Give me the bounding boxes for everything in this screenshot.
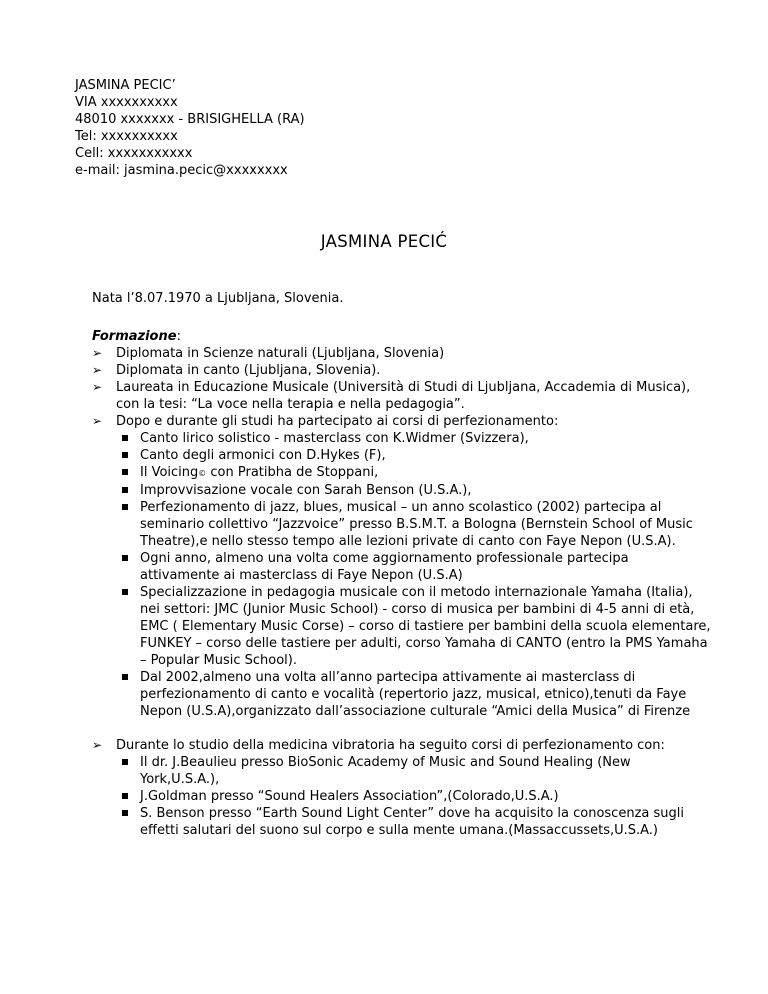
contact-cell: Cell: xxxxxxxxxxx: [75, 146, 193, 161]
contact-block: [75, 77, 305, 179]
list-item: [92, 345, 712, 362]
sub-list-item: [116, 482, 712, 499]
sub-list: [116, 754, 712, 839]
sub-list-item: [116, 754, 712, 788]
sub-list: [116, 430, 712, 720]
list-item-text: Dopo e durante gli studi ha partecipato ai corsi di perfezionamento:: [116, 414, 559, 429]
sub-list-item: [116, 430, 712, 447]
square-bullet-icon: [122, 555, 128, 561]
sub-list-item: [116, 550, 712, 584]
sub-list-item: [116, 447, 712, 464]
sub-list-item-text: Specializzazione in pedagogia musicale con il metodo internazionale Yamaha (Italia), nei settori: JMC (Junior Music School) - corso di musica per bambini di 4-5 anni di età, EMC ( Elementary Music Corse) – corso di tastiere per bambini della scuola elementare, FUNKEY – corso delle tastiere per adulti, corso Yamaha di CANTO (entro la PMS Yamaha – Popular Music School).: [140, 585, 711, 668]
voicing-text: Il Voicing: [140, 465, 199, 480]
sub-list-item-text: Canto degli armonici con D.Hykes (F),: [140, 448, 386, 463]
sub-list-item: [116, 464, 712, 482]
spacer: [92, 720, 712, 737]
square-bullet-icon: [122, 435, 128, 441]
square-bullet-icon: [122, 487, 128, 493]
formazione-colon: :: [176, 329, 181, 344]
sub-list-item-text: Canto lirico solistico - masterclass con K.Widmer (Svizzera),: [140, 431, 529, 446]
square-bullet-icon: [122, 469, 128, 475]
sub-list-item: [116, 788, 712, 805]
sub-list-item: [116, 805, 712, 839]
square-bullet-icon: [122, 793, 128, 799]
list-item: [92, 413, 712, 720]
contact-tel: Tel: xxxxxxxxxx: [75, 129, 178, 144]
formazione-section: [92, 328, 712, 839]
sub-list-item-text: J.Goldman presso “Sound Healers Association”,(Colorado,U.S.A.): [140, 789, 559, 804]
sub-list-item-text: Dal 2002,almeno una volta all’anno partecipa attivamente ai masterclass di perfezionamento di canto e vocalità (repertorio jazz, musical, etnico),tenuti da Faye Nepon (U.S.A),organizzato dall’associazione culturale “Amici della Musica” di Firenze: [140, 670, 691, 719]
square-bullet-icon: [122, 759, 128, 765]
square-bullet-icon: [122, 810, 128, 816]
sub-list-item: [116, 499, 712, 550]
arrow-bullet-icon: ➢: [92, 738, 103, 752]
document-title: JASMINA PECIĆ: [320, 232, 448, 251]
formazione-heading-line: [92, 328, 712, 345]
sub-list-item-text: Perfezionamento di jazz, blues, musical – un anno scolastico (2002) partecipa al seminario collettivo “Jazzvoice” presso B.S.M.T. a Bologna (Bernstein School of Music Theatre),e nello stesso tempo alle lezioni private di canto con Faye Nepon (U.S.A).: [140, 500, 693, 549]
sub-list-item-text: Ogni anno, almeno una volta come aggiornamento professionale partecipa attivamente ai masterclass di Faye Nepon (U.S.A): [140, 551, 629, 583]
sub-list-item-text: Il dr. J.Beaulieu presso BioSonic Academy of Music and Sound Healing (New York,U.S.A.),: [140, 755, 631, 787]
list-item-text: Diplomata in canto (Ljubljana, Slovenia).: [116, 363, 381, 378]
formazione-heading: Formazione: [92, 329, 177, 344]
arrow-bullet-icon: ➢: [92, 346, 103, 360]
arrow-bullet-icon: ➢: [92, 414, 103, 428]
contact-city: 48010 xxxxxxx - BRISIGHELLA (RA): [75, 112, 305, 127]
square-bullet-icon: [122, 452, 128, 458]
contact-name: JASMINA PECIC’: [75, 78, 176, 93]
list-item: [92, 379, 712, 413]
list-item-text: Laureata in Educazione Musicale (Università di Studi di Ljubljana, Accademia di Musica), con la tesi: “La voce nella terapia e nella pedagogia”.: [116, 380, 691, 412]
list-item: [92, 737, 712, 839]
list-item-text: Diplomata in Scienze naturali (Ljubljana, Slovenia): [116, 346, 445, 361]
list-item: [92, 362, 712, 379]
sub-list-item: [116, 669, 712, 720]
square-bullet-icon: [122, 589, 128, 595]
voicing-text-post: con Pratibha de Stoppani,: [206, 465, 379, 480]
arrow-bullet-icon: ➢: [92, 380, 103, 394]
birth-line: Nata l’8.07.1970 a Ljubljana, Slovenia.: [92, 291, 344, 306]
sub-list-item-text: Improvvisazione vocale con Sarah Benson (U.S.A.),: [140, 483, 472, 498]
square-bullet-icon: [122, 504, 128, 510]
list-item-text: Durante lo studio della medicina vibratoria ha seguito corsi di perfezionamento con:: [116, 738, 665, 753]
copyright-mark: ©: [198, 469, 207, 478]
square-bullet-icon: [122, 674, 128, 680]
contact-address: VIA xxxxxxxxxx: [75, 95, 178, 110]
sub-list-item-text: S. Benson presso “Earth Sound Light Center” dove ha acquisito la conoscenza sugli effetti salutari del suono sul corpo e sulla mente umana.(Massaccussets,U.S.A.): [140, 806, 684, 838]
contact-email: e-mail: jasmina.pecic@xxxxxxxx: [75, 163, 288, 178]
arrow-bullet-icon: ➢: [92, 363, 103, 377]
sub-list-item: [116, 584, 712, 669]
